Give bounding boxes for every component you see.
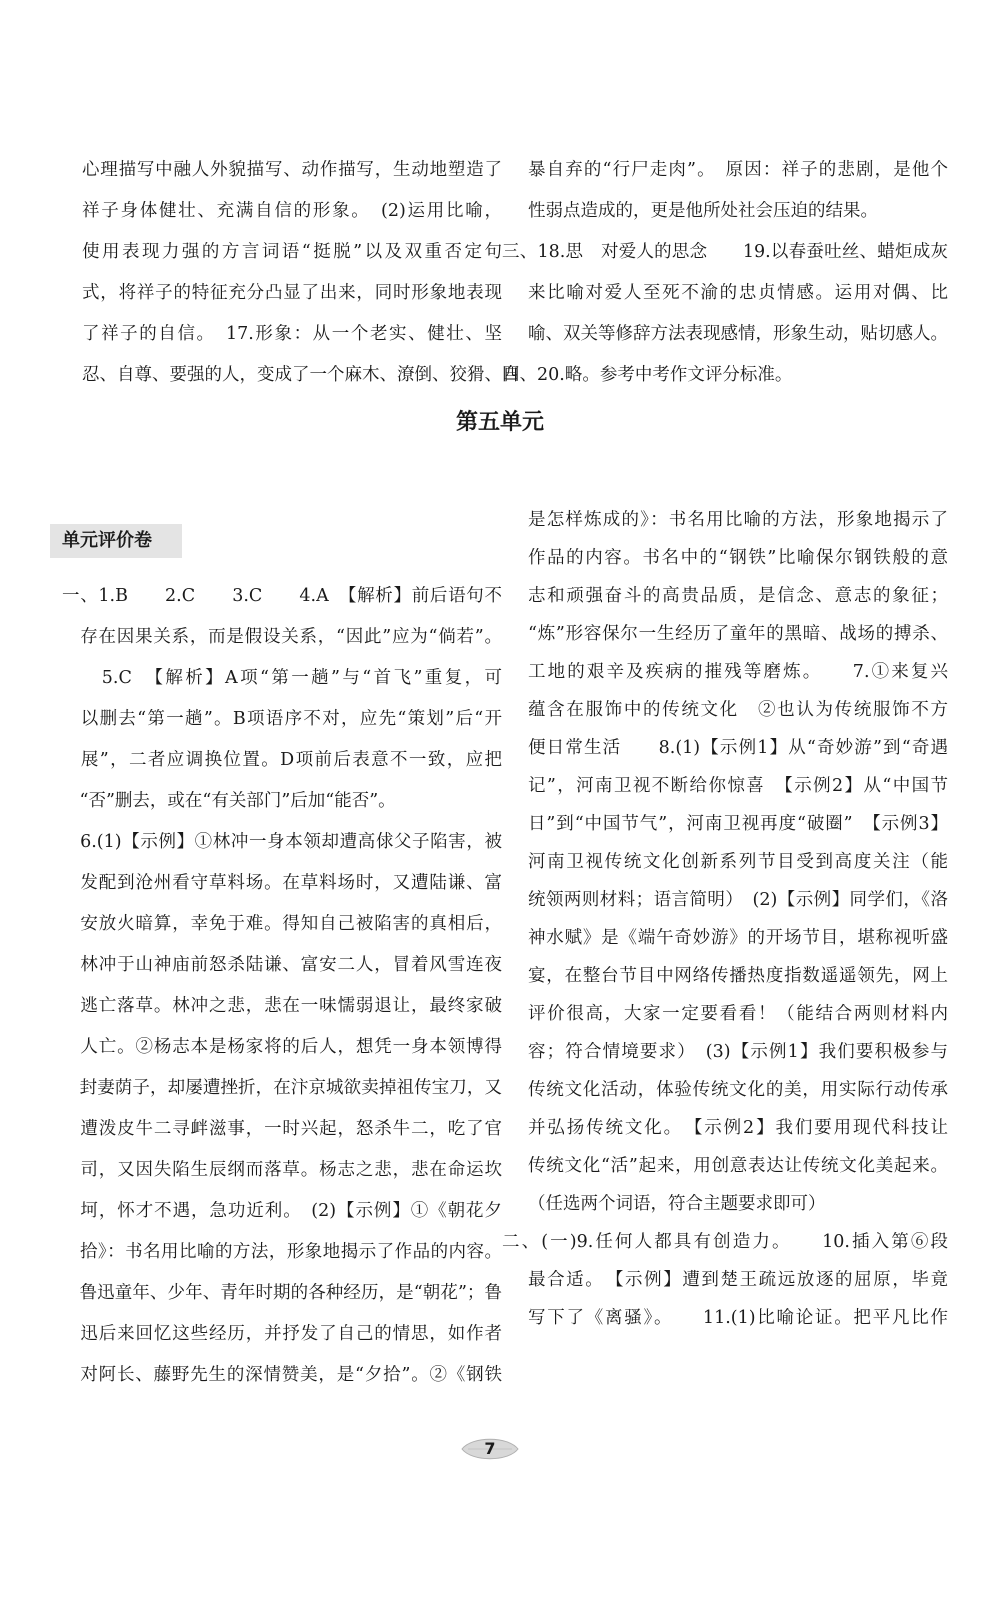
text-line: 最合适。 【示例】遭到楚王疏远放逐的屈原，毕竟	[528, 1270, 948, 1290]
text-line: 了祥子的自信。 17.形象：从一个老实、健壮、坚	[82, 324, 502, 344]
text-line: 以删去“第一趟”。B项语序不对，应先“策划”后“开	[62, 709, 502, 729]
text-line: 日”到“中国节气”，河南卫视再度“破圈” 【示例3】	[528, 814, 948, 834]
text-line: 坷，怀才不遇，急功近利。 (2)【示例】①《朝花夕	[62, 1201, 502, 1221]
text-line: 来比喻对爱人至死不渝的忠贞情感。运用对偶、比	[528, 283, 948, 303]
text-line: 暴自弃的“行尸走肉”。 原因：祥子的悲剧，是他个	[528, 160, 948, 180]
text-line: 遭泼皮牛二寻衅滋事，一时兴起，怒杀牛二，吃了官	[62, 1119, 502, 1139]
text-line: 安放火暗算，幸免于难。得知自己被陷害的真相后，	[62, 914, 502, 934]
text-line: 逃亡落草。林冲之悲，悲在一味懦弱退让，最终家破	[62, 996, 502, 1016]
text-line: 工地的艰辛及疾病的摧残等磨炼。 7.①来复兴	[528, 662, 948, 682]
page-number: 7	[484, 1439, 496, 1458]
text-line: 评价很高，大家一定要看看！（能结合两则材料内	[528, 1004, 948, 1024]
text-line: 迅后来回忆这些经历，并抒发了自己的情思，如作者	[62, 1324, 502, 1344]
text-line: 式，将祥子的特征充分凸显了出来，同时形象地表现	[82, 283, 502, 303]
text-line: 封妻荫子，却屡遭挫折，在汴京城欲卖掉祖传宝刀，又	[62, 1078, 502, 1098]
text-line: 蕴含在服饰中的传统文化 ②也认为传统服饰不方	[528, 700, 948, 720]
text-line: 对阿长、藤野先生的深情赞美，是“夕拾”。②《钢铁	[62, 1365, 502, 1385]
text-line: 性弱点造成的，更是他所处社会压迫的结果。	[528, 201, 878, 221]
text-line: 司，又因失陷生辰纲而落草。杨志之悲，悲在命运坎	[62, 1160, 502, 1180]
text-line: “炼”形容保尔一生经历了童年的黑暗、战场的搏杀、	[528, 624, 948, 644]
page-number-badge	[458, 1432, 522, 1466]
text-line: 一、1.B 2.C 3.C 4.A 【解析】前后语句不	[62, 586, 502, 606]
text-line: 5.C 【解析】A项“第一趟”与“首飞”重复，可	[62, 668, 502, 688]
text-line: 传统文化活动，体验传统文化的美，用实际行动传承	[528, 1080, 948, 1100]
text-line: 心理描写中融人外貌描写、动作描写，生动地塑造了	[82, 160, 502, 180]
text-line: （任选两个词语，符合主题要求即可）	[528, 1194, 826, 1214]
text-line: 存在因果关系，而是假设关系，“因此”应为“倘若”。	[62, 627, 502, 647]
text-line: 忍、自尊、要强的人，变成了一个麻木、潦倒、狡猾、自	[82, 365, 520, 385]
text-line: 并弘扬传统文化。 【示例2】我们要用现代科技让	[528, 1118, 948, 1138]
text-line: 宴，在整台节目中网络传播热度指数遥遥领先，网上	[528, 966, 948, 986]
text-line: 祥子身体健壮、充满自信的形象。 (2)运用比喻，	[82, 201, 502, 221]
text-line: 河南卫视传统文化创新系列节目受到高度关注（能	[528, 852, 948, 872]
text-line: 三、18.思 对爱人的思念 19.以春蚕吐丝、蜡炬成灰	[502, 242, 948, 262]
text-line: 统领两则材料；语言简明） (2)【示例】同学们，《洛	[528, 890, 948, 910]
text-line: 写下了《离骚》。 11.(1)比喻论证。把平凡比作	[528, 1308, 948, 1328]
text-line: 四、20.略。参考中考作文评分标准。	[502, 365, 793, 385]
text-line: 容；符合情境要求） (3)【示例1】我们要积极参与	[528, 1042, 948, 1062]
text-line: 记”，河南卫视不断给你惊喜 【示例2】从“中国节	[528, 776, 948, 796]
text-line: 拾》：书名用比喻的方法，形象地揭示了作品的内容。	[62, 1242, 502, 1262]
text-line: 6.(1)【示例】①林冲一身本领却遭高俅父子陷害，被	[62, 832, 502, 852]
text-line: 林冲于山神庙前怒杀陆谦、富安二人，冒着风雪连夜	[62, 955, 502, 975]
text-line: 二、(一)9.任何人都具有创造力。 10.插入第⑥段	[502, 1232, 948, 1252]
text-line: 作品的内容。书名中的“钢铁”比喻保尔钢铁般的意	[528, 548, 948, 568]
text-line: 人亡。②杨志本是杨家将的后人，想凭一身本领博得	[62, 1037, 502, 1057]
text-line: 神水赋》是《端午奇妙游》的开场节目，堪称视听盛	[528, 928, 948, 948]
text-line: 使用表现力强的方言词语“挺脱”以及双重否定句	[82, 242, 502, 262]
text-line: 传统文化“活”起来，用创意表达让传统文化美起来。	[528, 1156, 948, 1176]
text-line: 便日常生活 8.(1)【示例1】从“奇妙游”到“奇遇	[528, 738, 948, 758]
text-line: 鲁迅童年、少年、青年时期的各种经历，是“朝花”；鲁	[62, 1283, 502, 1303]
text-line: 是怎样炼成的》：书名用比喻的方法，形象地揭示了	[528, 510, 948, 530]
section-label: 单元评价卷	[50, 524, 182, 558]
text-line: 志和顽强奋斗的高贵品质，是信念、意志的象征；	[528, 586, 948, 606]
text-line: 喻、双关等修辞方法表现感情，形象生动，贴切感人。	[528, 324, 948, 344]
unit-title: 第五单元	[455, 410, 544, 435]
text-line: 展”，二者应调换位置。D项前后表意不一致，应把	[62, 750, 502, 770]
text-line: “否”删去，或在“有关部门”后加“能否”。	[62, 791, 396, 811]
text-line: 发配到沧州看守草料场。在草料场时，又遭陆谦、富	[62, 873, 502, 893]
